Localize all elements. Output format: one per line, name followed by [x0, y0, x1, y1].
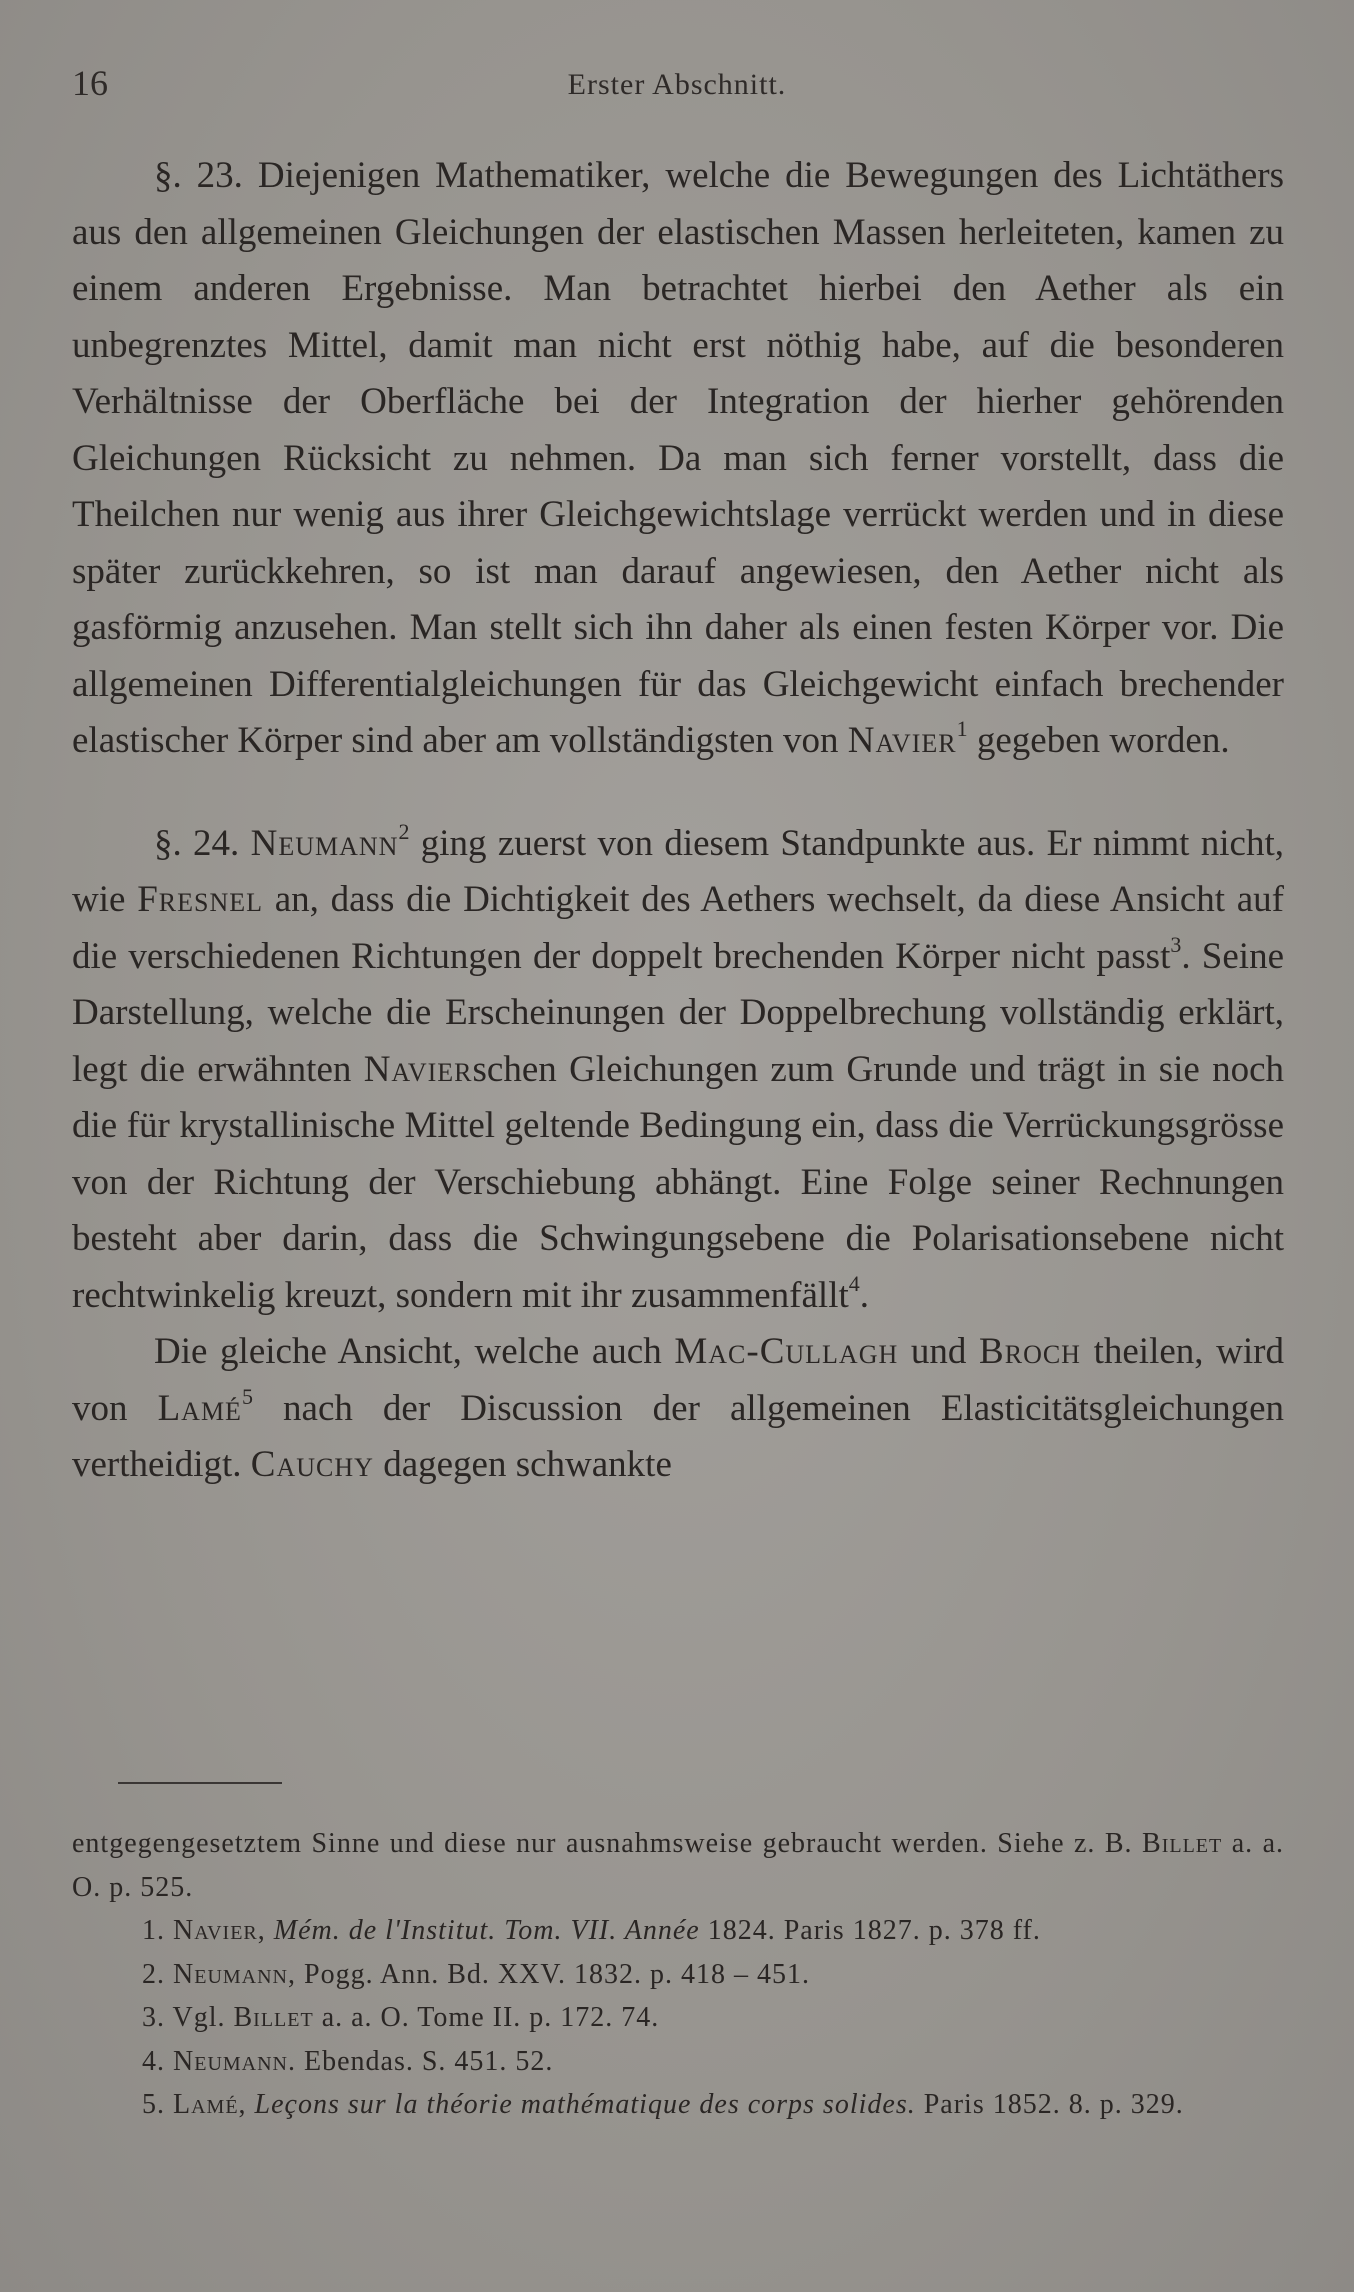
footnote-1 — [72, 1909, 1284, 1953]
author-name: Neumann — [250, 822, 399, 864]
page-number: 16 — [72, 63, 108, 103]
footnote-number: 1. — [142, 1915, 165, 1946]
paragraph-text: theilen, wird von — [72, 1331, 1285, 1429]
work-title: Leçons sur la théorie mathématique des corps solides. — [254, 2089, 916, 2120]
paragraph-text: an, dass die Dichtigkeit des Aethers wechselt, da diese Ansicht auf die verschiedenen Richtungen der doppelt brechenden Körper nicht passt — [72, 879, 1285, 977]
paragraph-text: und — [910, 1331, 967, 1372]
footnote-ref: 3 — [1170, 931, 1182, 957]
paragraph-section-24 — [72, 816, 1284, 1325]
name-suffix: schen — [472, 1048, 557, 1090]
footnote-text: Ebendas. S. 451. 52. — [304, 2045, 554, 2077]
author-name: Lamé, — [173, 2089, 247, 2120]
footnote-text: a. a. O. p. 525. — [72, 1828, 1285, 1903]
body-text — [72, 148, 1284, 1494]
footnote-2 — [72, 1953, 1284, 1997]
section-number: §. 23. — [154, 155, 243, 196]
footnote-number: 5. — [142, 2089, 165, 2120]
paragraph-text: . — [859, 1274, 870, 1316]
running-head: Erster Abschnitt. — [567, 68, 787, 101]
footnotes — [72, 1822, 1284, 2127]
footnote-4 — [72, 2040, 1284, 2084]
paragraph-text: ging zuerst von diesem Standpunkte aus. Er nimmt nicht, wie — [72, 822, 1284, 920]
author-name: Navier — [847, 720, 957, 761]
footnote-text: a. a. O. Tome II. p. 172. 74. — [321, 2002, 660, 2033]
footnote-number: 4. — [142, 2045, 165, 2077]
paragraph-text: dagegen schwankte — [383, 1444, 672, 1485]
paragraph-text: Die gleiche Ansicht, welche auch — [154, 1331, 662, 1372]
author-name: Neumann, — [173, 1958, 296, 1990]
author-name: Broch — [979, 1331, 1081, 1372]
paragraph-text: gegeben worden. — [976, 720, 1230, 761]
footnote-3 — [72, 1996, 1284, 2040]
footnote-ref: 4 — [848, 1270, 860, 1296]
footnote-ref: 5 — [241, 1383, 253, 1409]
footnote-text: entgegengesetztem Sinne und diese nur ausnahmsweise gebraucht werden. Siehe z. B. — [72, 1828, 1133, 1859]
footnote-text: Paris 1852. 8. p. 329. — [923, 2089, 1184, 2120]
author-name: Billet — [233, 2002, 314, 2033]
author-name: Mac-Cullagh — [674, 1331, 899, 1372]
author-name: Navier, — [173, 1915, 266, 1946]
work-title: Mém. de l'Institut. Tom. VII. Année — [273, 1915, 700, 1946]
author-name: Fresnel — [137, 879, 263, 920]
paragraph-text: nach der Discussion der allgemeinen Elasticitätsgleichungen vertheidigt. — [72, 1387, 1285, 1485]
author-name: Cauchy — [250, 1444, 374, 1485]
footnote-ref: 1 — [956, 716, 968, 741]
footnote-text: Vgl. — [172, 2002, 226, 2033]
footnote-divider — [118, 1782, 282, 1784]
footnote-text: Pogg. Ann. Bd. XXV. 1832. p. 418 – 451. — [304, 1958, 810, 1990]
author-name: Lamé — [157, 1387, 242, 1429]
paragraph-text: Diejenigen Mathematiker, welche die Bewegungen des Lichtäthers aus den allgemeinen Gleichungen der elastischen Massen herleiteten, kamen zu einem anderen Ergebnisse. Man betrachtet hierbei den Aether als ein unbegrenztes Mittel, damit man nicht erst nöthig habe, auf die besonderen Verhältnisse der Oberfläche bei der Integration der hierher gehörenden Gleichungen Rücksicht zu nehmen. Da man sich ferner vorstellt, dass die Theilchen nur wenig aus ihrer Gleichgewichtslage verrückt werden und in diese später zurückkehren, so ist man darauf angewiesen, den Aether nicht als gasförmig anzusehen. Man stellt sich ihn daher als einen festen Körper vor. Die allgemeinen Differentialgleichungen für das Gleichgewicht einfach brechender elastischer Körper sind aber am vollständigsten von — [72, 155, 1284, 761]
page-header — [72, 62, 1282, 112]
author-name: Neumann. — [173, 2045, 296, 2077]
paragraph-lame — [72, 1324, 1284, 1494]
footnote-number: 3. — [142, 2002, 165, 2033]
section-number: §. 24. — [154, 822, 240, 864]
footnote-5 — [72, 2083, 1284, 2127]
author-name: Billet — [1142, 1828, 1223, 1859]
footnote-ref: 2 — [398, 818, 410, 844]
footnote-carry-over — [72, 1822, 1284, 1909]
footnote-text: 1824. Paris 1827. p. 378 ff. — [707, 1915, 1041, 1946]
author-name: Navier — [363, 1048, 473, 1090]
paragraph-text: . Seine Darstellung, welche die Erscheinungen der Doppelbrechung vollständig erklärt, legt die erwähnten — [72, 935, 1284, 1090]
footnote-number: 2. — [142, 1958, 165, 1990]
paragraph-text: Gleichungen zum Grunde und trägt in sie noch die für krystallinische Mittel geltende Bedingung ein, dass die Verrückungsgrösse von der Richtung der Verschiebung abhängt. Eine Folge seiner Rechnungen besteht aber darin, dass die Schwingungsebene die Polarisationsebene nicht rechtwinkelig kreuzt, sondern mit ihr zusammenfällt — [72, 1048, 1285, 1316]
paragraph-section-23 — [72, 148, 1284, 770]
